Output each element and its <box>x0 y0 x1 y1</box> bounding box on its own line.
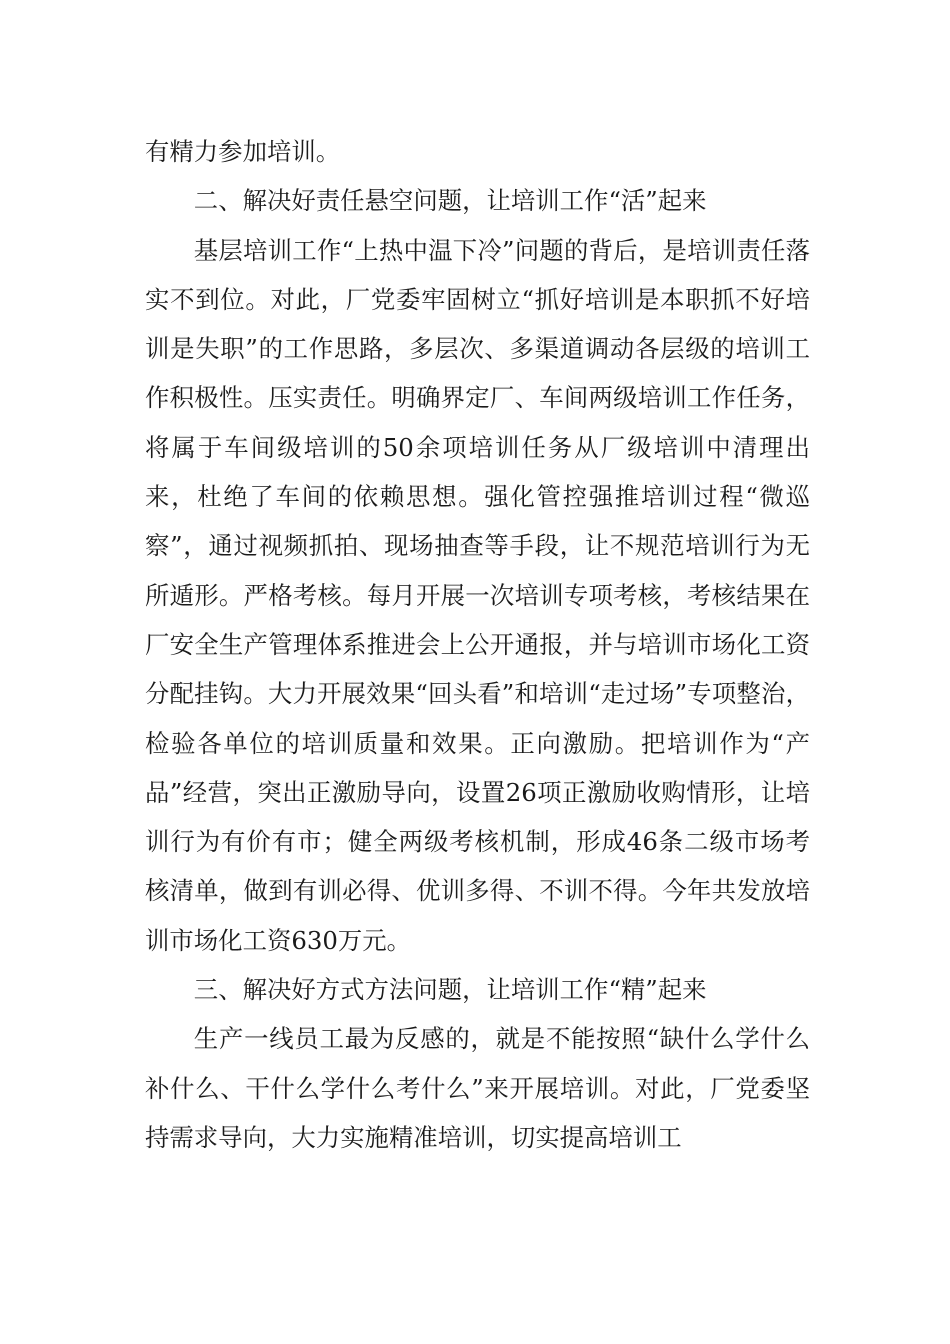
section-heading-two: 二、解决好责任悬空问题，让培训工作“活”起来 <box>193 186 707 216</box>
document-body <box>145 127 810 1162</box>
paragraph-methods: 生产一线员工最为反感的，就是不能按照“缺什么学什么补什么、干什么学什么考什么”来开展培训。对此，厂党委坚持需求导向，大力实施精准培训，切实提高培训工 <box>145 1024 810 1152</box>
paragraph-responsibility: 基层培训工作“上热中温下冷”问题的背后，是培训责任落实不到位。对此，厂党委牢固树立“抓好培训是本职抓不好培训是失职”的工作思路，多层次、多渠道调动各层级的培训工作积极性。压实责任。明确界定厂、车间两级培训工作任务，将属于车间级培训的50余项培训任务从厂级培训中清理出来，杜绝了车间的依赖思想。强化管控强推培训过程“微巡察”，通过视频抓拍、现场抽查等手段，让不规范培训行为无所遁形。严格考核。每月开展一次培训专项考核，考核结果在厂安全生产管理体系推进会上公开通报，并与培训市场化工资分配挂钩。大力开展效果“回头看”和培训“走过场”专项整治，检验各单位的培训质量和效果。正向激励。把培训作为“产品”经营，突出正激励导向，设置26项正激励收购情形，让培训行为有价有市；健全两级考核机制，形成46条二级市场考核清单，做到有训必得、优训多得、不训不得。今年共发放培训市场化工资630万元。 <box>145 235 810 955</box>
paragraph-continuation: 有精力参加培训。 <box>145 137 341 166</box>
section-heading-three: 三、解决好方式方法问题，让培训工作“精”起来 <box>193 975 707 1005</box>
